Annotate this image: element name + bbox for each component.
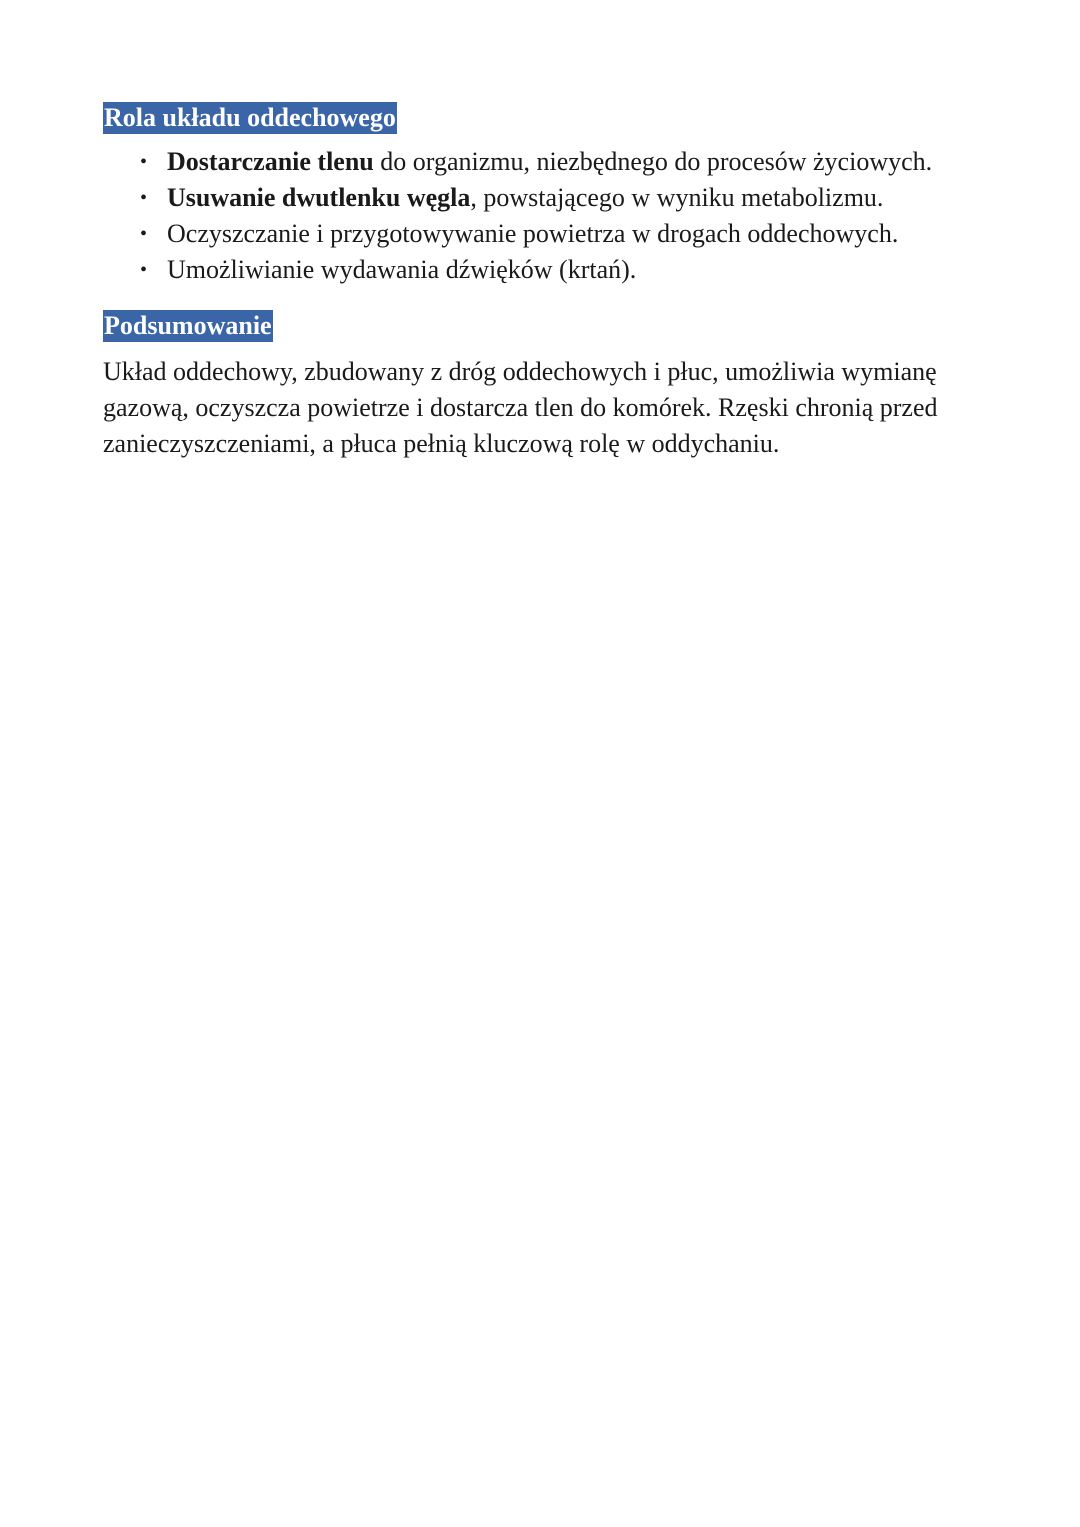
bullet-icon: • — [140, 223, 148, 245]
list-item — [103, 216, 983, 252]
list-item-text: Umożliwianie wydawania dźwięków (krtań). — [167, 255, 637, 284]
section-heading-wrap — [103, 102, 983, 138]
summary-paragraph — [103, 354, 983, 462]
list-item — [103, 144, 983, 180]
section-role — [103, 102, 983, 288]
list-item — [103, 180, 983, 216]
summary-line: Układ oddechowy, zbudowany z dróg oddechowych i płuc, umożliwia wymianę — [103, 357, 937, 386]
section-heading: Rola układu oddechowego — [104, 103, 396, 132]
bullet-icon: • — [140, 151, 148, 173]
document-page — [103, 102, 983, 462]
list-item-bold: Dostarczanie tlenu — [167, 147, 374, 176]
summary-line: zanieczyszczeniami, a płuca pełnią kluczową rolę w oddychaniu. — [103, 429, 780, 458]
bullet-icon: • — [140, 259, 148, 281]
section-heading: Podsumowanie — [104, 311, 272, 340]
list-item-bold: Usuwanie dwutlenku węgla — [167, 183, 471, 212]
list-item-text: Oczyszczanie i przygotowywanie powietrza w drogach oddechowych. — [167, 219, 899, 248]
bullet-list — [103, 144, 983, 288]
list-item-text: do organizmu, niezbędnego do procesów życiowych. — [373, 147, 933, 176]
list-item — [103, 252, 983, 288]
section-summary — [103, 310, 983, 462]
list-item-text: , powstającego w wyniku metabolizmu. — [470, 183, 884, 212]
section-heading-wrap — [103, 310, 983, 346]
summary-line: gazową, oczyszcza powietrze i dostarcza tlen do komórek. Rzęski chronią przed — [103, 393, 938, 422]
bullet-icon: • — [140, 187, 148, 209]
